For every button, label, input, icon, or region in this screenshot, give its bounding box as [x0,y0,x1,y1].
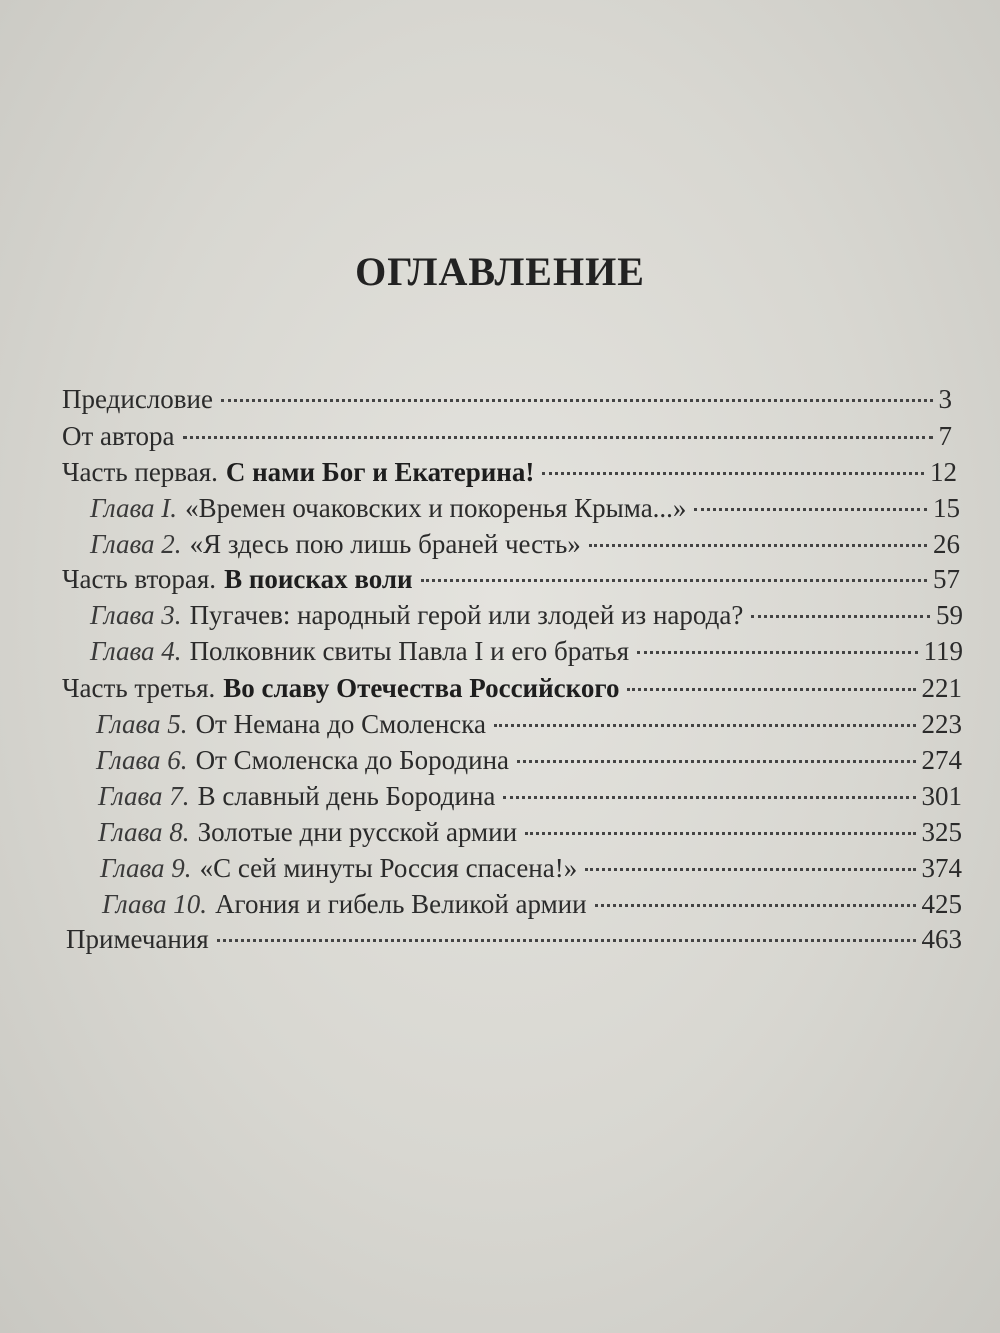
toc-entry-chapter-8[interactable] [98,815,962,849]
entry-label: Предисловие [62,384,213,414]
chapter-title: «Времен очаковских и покоренья Крыма...» [185,493,687,523]
page-number: 274 [921,745,962,775]
toc-entry-chapter-4[interactable] [90,634,963,668]
dot-leader [637,651,917,654]
page-number: 221 [921,673,962,703]
chapter-title: «С сей минуты Россия спасена!» [199,853,578,883]
chapter-number: Глава 2. [90,529,182,559]
toc-entry-notes[interactable] [66,922,962,956]
dot-leader [595,904,916,907]
dot-leader [183,436,933,439]
page-number: 7 [938,421,952,451]
part-title: В поисках воли [224,564,413,594]
dot-leader [542,472,924,475]
page-number: 223 [921,709,962,739]
toc-entry-chapter-1[interactable] [90,491,960,525]
page-number: 59 [936,600,963,630]
part-title: Во славу Отечества Российского [223,673,620,703]
chapter-number: Глава 8. [98,817,190,847]
page-number: 325 [921,817,962,847]
page-number: 425 [921,889,962,919]
toc-entry-chapter-5[interactable] [96,707,962,741]
toc-entry-chapter-7[interactable] [98,779,962,813]
chapter-number: Глава 3. [90,600,182,630]
toc-entry-chapter-2[interactable] [90,527,960,561]
part-prefix: Часть вторая. [62,564,217,594]
chapter-title: «Я здесь пою лишь браней честь» [189,529,581,559]
dot-leader [221,399,933,402]
dot-leader [627,688,915,691]
toc-entry-part-1[interactable] [62,455,957,489]
chapter-number: Глава 10. [102,889,208,919]
part-prefix: Часть первая. [62,457,218,487]
chapter-number: Глава 5. [96,709,188,739]
chapter-number: Глава 7. [98,781,190,811]
dot-leader [585,868,915,871]
entry-label: От автора [62,421,175,451]
chapter-title: В славный день Бородина [197,781,496,811]
dot-leader [589,544,927,547]
chapter-number: Глава 4. [90,636,182,666]
dot-leader [217,939,916,942]
entry-label: Примечания [66,924,209,954]
dot-leader [503,796,915,799]
toc-entry-chapter-3[interactable] [90,598,963,632]
chapter-title: От Смоленска до Бородина [195,745,510,775]
toc-title: ОГЛАВЛЕНИЕ [355,249,645,294]
toc-entry-part-2[interactable] [62,562,960,596]
page-number: 119 [923,636,963,666]
page-number: 374 [921,853,962,883]
page-number: 463 [921,924,962,954]
dot-leader [751,615,930,618]
dot-leader [494,724,916,727]
toc-entry-from-author[interactable] [62,419,952,453]
chapter-number: Глава 6. [96,745,188,775]
part-prefix: Часть третья. [62,673,216,703]
dot-leader [525,832,915,835]
page-number: 301 [921,781,962,811]
toc-entry-chapter-10[interactable] [102,887,962,921]
toc-entry-chapter-6[interactable] [96,743,962,777]
page-number: 15 [933,493,960,523]
dot-leader [694,508,927,511]
page-number: 57 [933,564,960,594]
toc-entry-part-3[interactable] [62,671,962,705]
dot-leader [421,579,927,582]
chapter-title: Золотые дни русской армии [197,817,518,847]
page-number: 3 [938,384,952,414]
dot-leader [517,760,915,763]
part-title: С нами Бог и Екатерина! [225,457,535,487]
toc-entry-preface[interactable] [62,382,952,416]
chapter-number: Глава 9. [100,853,192,883]
page-number: 26 [933,529,960,559]
chapter-title: Агония и гибель Великой армии [215,889,587,919]
chapter-title: Пугачев: народный герой или злодей из народа? [189,600,744,630]
chapter-title: От Немана до Смоленска [195,709,486,739]
chapter-number: Глава I. [90,493,178,523]
chapter-title: Полковник свиты Павла I и его братья [189,636,630,666]
page-number: 12 [930,457,957,487]
toc-entry-chapter-9[interactable] [100,851,962,885]
